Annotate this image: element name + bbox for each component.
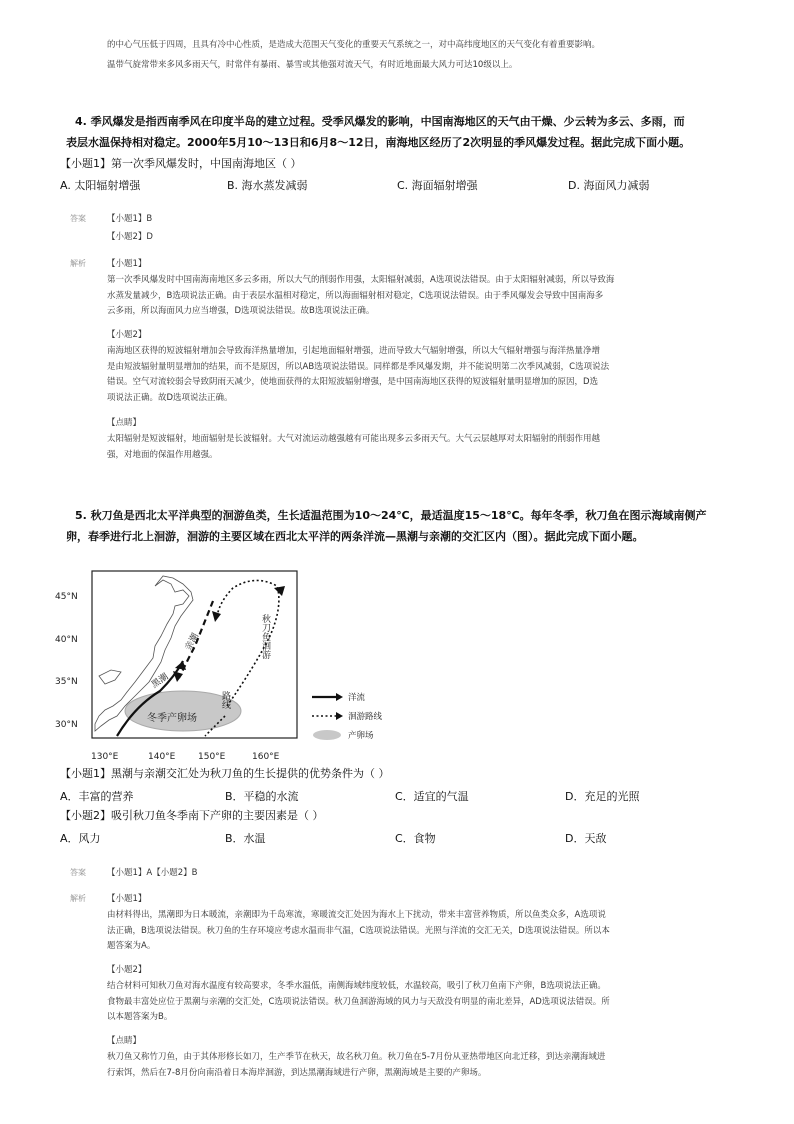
lat-label-35: 35°N (55, 677, 78, 687)
q4-answer-label: 答案 (70, 214, 86, 223)
q5-stem-line-2: 卵，春季进行北上洄游，洄游的主要区域在西北太平洋的两条洋流—黑潮与亲潮的交汇区内（图）。据此完成下面小题。 (66, 530, 644, 543)
legend-route-arrow (336, 712, 343, 720)
q4-analysis-tag-1: 【小题1】 (107, 259, 147, 269)
q4-stem-line-1: 4. 季风爆发是指西南季风在印度半岛的建立过程。受季风爆发的影响，中国南海地区的天气由干燥、少云转为多云、多雨，而 (75, 115, 685, 128)
top-note-line-2: 温带气旋常带来多风多雨天气，时常伴有暴雨、暴雪或其他强对流天气，有时近地面最大风力可达10级以上。 (107, 60, 518, 70)
q4-answer-1: 【小题1】B (107, 214, 153, 224)
q5-analysis-tag-1: 【小题1】 (107, 894, 147, 904)
text-line: 题答案为A。 (107, 941, 156, 951)
q4-stem-line-2: 表层水温保持相对稳定。2000年5月10～13日和6月8～12日，南海地区经历了2次明显的季风爆发过程。据此完成下面小题。 (66, 136, 691, 149)
lon-label-140: 140°E (148, 752, 176, 762)
text-line: 太阳辐射是短波辐射，地面辐射是长波辐射。大气对流运动越强越有可能出现多云多雨天气。大气云层越厚对太阳辐射的削弱作用越 (107, 434, 601, 444)
text-line: 错误。空气对流较弱会导致阴雨天减少，使地面获得的太阳短波辐射增强，是中国南海地区获得的短波辐射量明显增加的原因，D选 (107, 377, 599, 387)
q5-analysis-tag-3: 【点睛】 (107, 1036, 142, 1046)
lat-label-30: 30°N (55, 720, 78, 730)
text-line: 第一次季风爆发时中国南海南地区多云多雨，所以大气的削弱作用强，太阳辐射减弱，A选项说法错误。由于太阳辐射减弱，所以导致海 (107, 275, 615, 285)
q5-analysis-tag-2: 【小题2】 (107, 965, 147, 975)
q5-q2-option-b: B．水温 (225, 832, 266, 845)
q5-q1-option-d: D．充足的光照 (565, 790, 640, 803)
text-line: 结合材料可知秋刀鱼对海水温度有较高要求，冬季水温低，南侧海域纬度较低，水温较高，吸引了秋刀鱼南下产卵，B选项说法正确。 (107, 981, 606, 991)
q4-option-d: D. 海面风力减弱 (568, 179, 650, 192)
q5-analysis-label: 解析 (70, 894, 86, 903)
text-line: 云多雨，所以海面风力应当增强，D选项说法错误。故B选项说法正确。 (107, 306, 375, 316)
text-line: 秋刀鱼又称竹刀鱼，由于其体形修长如刀，生产季节在秋天，故名秋刀鱼。秋刀鱼在5-7月份从亚热带地区向北迁移，到达亲潮海域进 (107, 1052, 606, 1062)
spawning-ground-label: 冬季产卵场 (147, 713, 197, 724)
lon-label-150: 150°E (198, 752, 226, 762)
lat-label-45: 45°N (55, 592, 78, 602)
q5-q2-option-d: D．天敌 (565, 832, 607, 845)
ocean-current-map (55, 566, 415, 764)
lon-label-160: 160°E (252, 752, 280, 762)
q5-q1-option-b: B．平稳的水流 (225, 790, 299, 803)
legend-spawn-label: 产卵场 (348, 731, 374, 741)
q4-analysis-tag-3: 【点睛】 (107, 418, 142, 428)
text-line: 行索饵，然后在7-8月份向南沿着日本海岸洄游，到达黑潮海域进行产卵，黑潮海域是主要的产卵场。 (107, 1067, 487, 1078)
legend-spawn-swatch (313, 730, 341, 740)
text-line: 强，对地面的保温作用越强。 (107, 449, 218, 460)
q4-subquestion-1: 【小题1】第一次季风爆发时，中国南海地区（ ） (60, 157, 302, 170)
q4-answer-2: 【小题2】D (107, 232, 153, 242)
legend-current-label: 洋流 (348, 693, 366, 703)
text-line: 项说法正确。故D选项说法正确。 (107, 392, 233, 403)
q4-analysis-para-1 (107, 273, 727, 320)
text-line: 以本题答案为B。 (107, 1012, 173, 1022)
q5-stem-line-1: 5. 秋刀鱼是西北太平洋典型的洄游鱼类，生长适温范围为10～24℃，最适温度15～18℃。每年冬季，秋刀鱼在图示海域南侧产 (75, 509, 707, 522)
q4-option-b: B. 海水蒸发减弱 (227, 179, 308, 192)
oyashio-label: 亲潮 (183, 631, 202, 653)
q4-analysis-label: 解析 (70, 259, 86, 268)
legend-current-arrow (336, 693, 343, 701)
q5-analysis-para-3 (107, 1050, 727, 1081)
q4-option-a: A. 太阳辐射增强 (60, 179, 141, 192)
text-line: 南海地区获得的短波辐射增加会导致海洋热量增加，引起地面辐射增强，进而导致大气辐射增强，所以大气辐射增强与海洋热量净增 (107, 346, 601, 356)
migration-route-label: 秋刀鱼洄游 (260, 614, 270, 659)
q5-q2-option-a: A．风力 (60, 832, 101, 845)
text-line: 是由短波辐射量明显增加的结果，而不是原因，所以AB选项说法错误。同样都是季风爆发期，并不能说明第二次季风减弱，C选项说法 (107, 361, 610, 372)
q5-analysis-para-1 (107, 908, 727, 955)
q4-analysis-para-2 (107, 344, 727, 406)
kuroshio-label: 黑潮 (149, 671, 171, 691)
text-line: 由材料得出，黑潮即为日本暖流，亲潮即为千岛寒流，寒暖流交汇处因为海水上下扰动，带来丰富营养物质，所以鱼类众多，A选项说 (107, 910, 606, 920)
q5-q2-option-c: C．食物 (395, 832, 436, 845)
q5-q1-option-c: C．适宜的气温 (395, 790, 469, 803)
q4-analysis-para-3 (107, 432, 727, 463)
text-line: 水蒸发量减少，B选项说法正确。由于表层水温相对稳定，所以海面辐射相对稳定，C选项说法错误。由于季风爆发会导致中国南海多 (107, 290, 604, 301)
q5-subquestion-1: 【小题1】黑潮与亲潮交汇处为秋刀鱼的生长提供的优势条件为（ ） (60, 767, 390, 780)
lon-label-130: 130°E (91, 752, 119, 762)
top-note-line-1: 的中心气压低于四周，且具有冷中心性质，是造成大范围天气变化的重要天气系统之一，对中高纬度地区的天气变化有着重要影响。 (107, 40, 601, 50)
q5-answer-label: 答案 (70, 868, 86, 877)
legend-route-label: 洄游路线 (348, 712, 383, 722)
q5-subquestion-2: 【小题2】吸引秋刀鱼冬季南下产卵的主要因素是（ ） (60, 809, 324, 822)
q5-answer: 【小题1】A【小题2】B (107, 868, 198, 878)
q5-q1-option-a: A．丰富的营养 (60, 790, 134, 803)
lat-label-40: 40°N (55, 635, 78, 645)
text-line: 食物最丰富处应位于黑潮与亲潮的交汇处，C选项说法错误。秋刀鱼洄游海域的风力与天敌没有明显的南北差异，AD选项说法错误。所 (107, 996, 610, 1007)
q5-analysis-para-2 (107, 979, 727, 1026)
text-line: 法正确，B选项说法错误。秋刀鱼的生存环境应考虑水温而非气温，C选项说法错误。光照与洋流的交汇无关，D选项说法错误。所以本 (107, 925, 610, 936)
q4-option-c: C. 海面辐射增强 (397, 179, 478, 192)
q4-analysis-tag-2: 【小题2】 (107, 330, 147, 340)
migration-route-label-2: 路线 (220, 691, 230, 709)
